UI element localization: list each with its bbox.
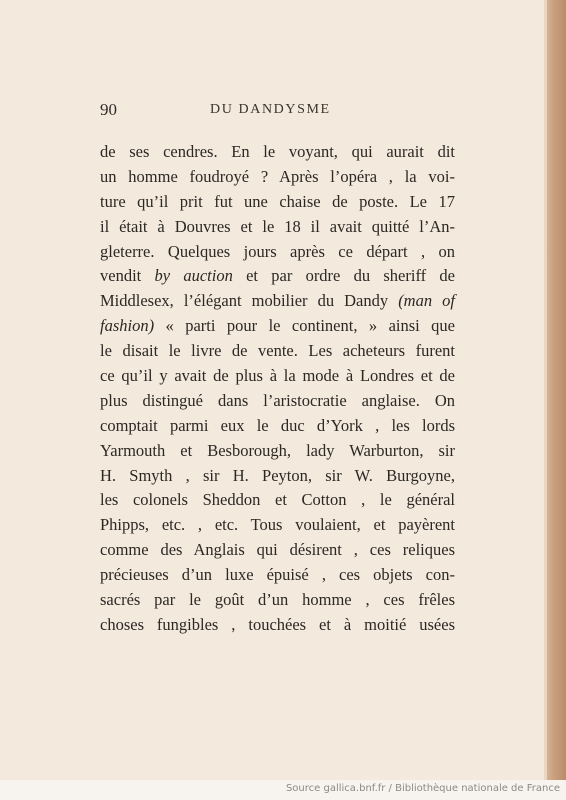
text-line bbox=[100, 389, 455, 414]
text-segment: le disait le livre de vente. Les acheteurs furent bbox=[100, 341, 455, 361]
book-spine-edge bbox=[544, 0, 566, 780]
text-segment: gleterre. Quelques jours après ce départ , on bbox=[100, 241, 455, 261]
text-segment: ture qu’il prit fut une chaise de poste. Le 17 bbox=[100, 191, 455, 211]
source-attribution: Source gallica.bnf.fr / Bibliothèque nationale de France bbox=[285, 783, 560, 794]
text-line bbox=[100, 588, 455, 613]
italic-segment: fashion) bbox=[100, 316, 155, 336]
text-segment: Yarmouth et Besborough, lady Warburton, sir bbox=[100, 440, 455, 460]
text-line bbox=[100, 364, 455, 389]
text-segment: de ses cendres. En le voyant, qui aurait dit bbox=[100, 142, 455, 161]
text-line bbox=[100, 563, 455, 588]
text-line bbox=[100, 314, 455, 339]
text-segment: H. Smyth , sir H. Peyton, sir W. Burgoyne, bbox=[100, 465, 455, 485]
running-head: DU DANDYSME bbox=[210, 102, 331, 117]
text-segment: « parti pour le continent, » ainsi que bbox=[154, 316, 455, 336]
text-segment: un homme foudroyé ? Après l’opéra , la voi- bbox=[100, 166, 455, 186]
text-segment: choses fungibles , touchées et à moitié usées bbox=[100, 614, 455, 634]
text-segment: les colonels Sheddon et Cotton , le général bbox=[100, 490, 455, 510]
italic-segment: by auction bbox=[154, 266, 233, 286]
text-segment: Phipps, etc. , etc. Tous voulaient, et payèrent bbox=[100, 515, 455, 535]
text-line bbox=[100, 140, 455, 165]
text-line bbox=[100, 414, 455, 439]
text-segment: comptait parmi eux le duc d’York , les lords bbox=[100, 415, 455, 435]
text-segment: et par ordre du sheriff de bbox=[232, 266, 455, 286]
text-segment: ce qu’il y avait de plus à la mode à Londres et de bbox=[100, 366, 455, 386]
text-line bbox=[100, 289, 455, 314]
text-segment: plus distingué dans l’aristocratie anglaise. On bbox=[100, 390, 455, 410]
text-line bbox=[100, 488, 455, 513]
text-line bbox=[100, 165, 455, 190]
text-line bbox=[100, 613, 455, 638]
text-line bbox=[100, 264, 455, 289]
text-line bbox=[100, 513, 455, 538]
text-line bbox=[100, 339, 455, 364]
italic-segment: (man of bbox=[398, 291, 455, 311]
body-text bbox=[100, 140, 455, 638]
text-segment: sacrés par le goût d’un homme , ces frêles bbox=[100, 590, 455, 610]
text-segment: précieuses d’un luxe épuisé , ces objets con- bbox=[100, 565, 455, 585]
text-segment: vendit bbox=[100, 266, 155, 286]
text-line bbox=[100, 240, 455, 265]
text-segment: il était à Douvres et le 18 il avait quitté l’An- bbox=[100, 216, 455, 236]
text-line bbox=[100, 538, 455, 563]
text-line bbox=[100, 439, 455, 464]
show-through-bleed bbox=[360, 103, 510, 115]
text-segment: Middlesex, l’élégant mobilier du Dandy bbox=[100, 291, 399, 311]
text-line bbox=[100, 190, 455, 215]
text-segment: comme des Anglais qui désirent , ces reliques bbox=[100, 540, 455, 560]
page-number: 90 bbox=[100, 100, 117, 119]
text-line bbox=[100, 464, 455, 489]
text-line bbox=[100, 215, 455, 240]
